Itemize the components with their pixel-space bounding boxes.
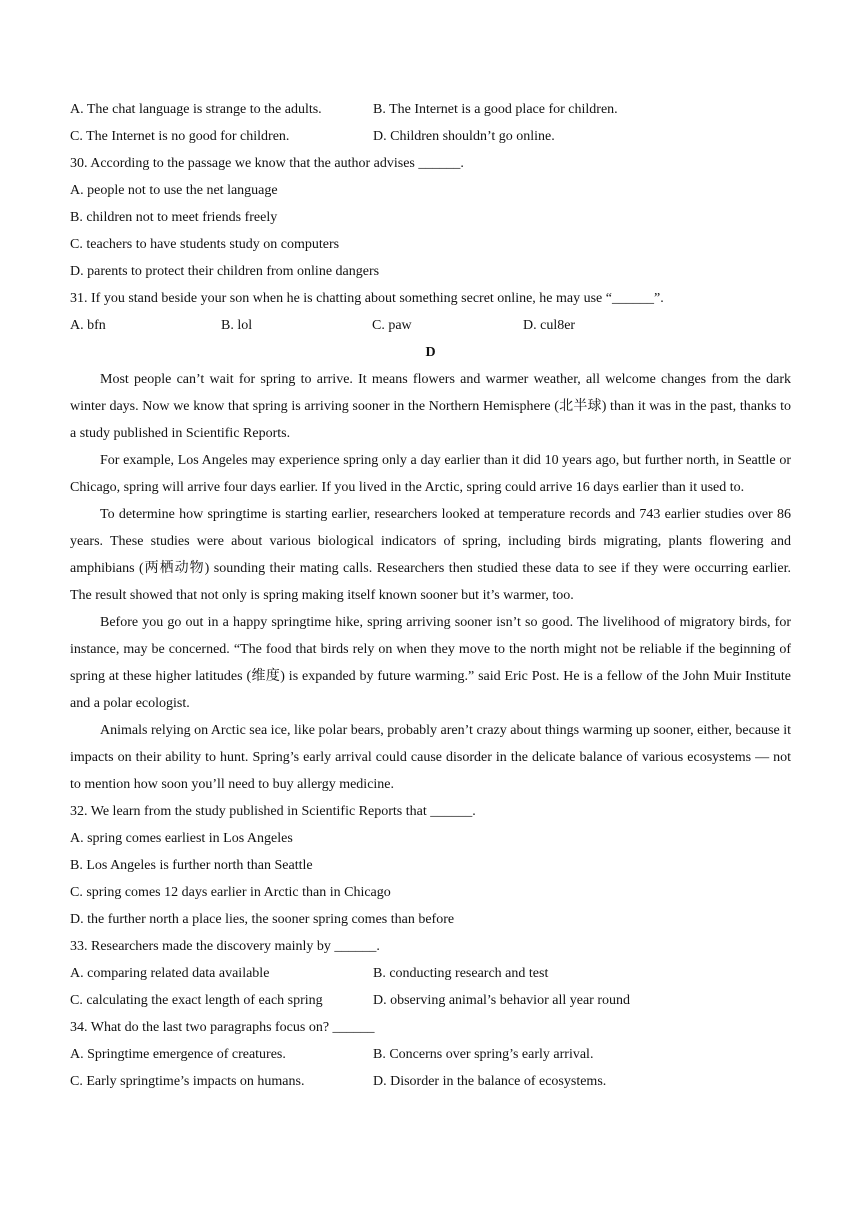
- q34-option-b: B. Concerns over spring’s early arrival.: [373, 1047, 594, 1062]
- q32-option-c: C. spring comes 12 days earlier in Arctic than in Chicago: [70, 885, 391, 900]
- section-title: D: [425, 345, 436, 360]
- q33-option-c: C. calculating the exact length of each spring: [70, 993, 323, 1008]
- q33-option-a: A. comparing related data available: [70, 966, 270, 981]
- passage-paragraph-1: Most people can’t wait for spring to arrive. It means flowers and warmer weather, all welcome changes from the dark winter days. Now we know that spring is arriving sooner in the Northern Hemisphere (北半球) than it was in the past, thanks to a study published in Scientific Reports.: [70, 372, 791, 441]
- q32-option-b: B. Los Angeles is further north than Seattle: [70, 858, 313, 873]
- q29-option-b: B. The Internet is a good place for children.: [373, 102, 618, 117]
- exam-page: [70, 96, 791, 1095]
- q31-option-d: D. cul8er: [523, 318, 576, 333]
- q29-option-a: A. The chat language is strange to the adults.: [70, 102, 322, 117]
- q31-option-b: B. lol: [221, 318, 253, 333]
- q34-options-row1: [70, 1041, 791, 1068]
- q32-option-d: D. the further north a place lies, the sooner spring comes than before: [70, 912, 455, 927]
- q29-option-c: C. The Internet is no good for children.: [70, 129, 290, 144]
- q30-option-a: A. people not to use the net language: [70, 183, 278, 198]
- passage-paragraph-3: To determine how springtime is starting earlier, researchers looked at temperature records and 743 earlier studies over 86 years. These studies were about various biological indicators of spring, including birds migrating, plants flowering and amphibians (两栖动物) sounding their mating calls. Researchers then studied these data to see if they were occurring earlier. The result showed that not only is spring making itself known sooner but it’s warmer, too.: [70, 507, 791, 603]
- q30-stem: 30. According to the passage we know that the author advises ______.: [70, 156, 464, 171]
- q33-option-d: D. observing animal’s behavior all year round: [373, 993, 630, 1008]
- q31-option-c: C. paw: [372, 318, 412, 333]
- q34-stem: 34. What do the last two paragraphs focus on? ______: [70, 1020, 375, 1035]
- reading-passage: [70, 366, 791, 798]
- q30-option-d: D. parents to protect their children from online dangers: [70, 264, 380, 279]
- q34-options-row2: [70, 1068, 791, 1095]
- q31-option-a: A. bfn: [70, 318, 106, 333]
- q32-option-a: A. spring comes earliest in Los Angeles: [70, 831, 293, 846]
- q30-option-b: B. children not to meet friends freely: [70, 210, 278, 225]
- q31-options: [70, 312, 791, 339]
- q31-stem: 31. If you stand beside your son when he is chatting about something secret online, he may use “______”.: [70, 291, 664, 306]
- passage-paragraph-2: For example, Los Angeles may experience spring only a day earlier than it did 10 years ago, but further north, in Seattle or Chicago, spring will arrive four days earlier. If you lived in the Arctic, spring could arrive 16 days earlier than it used to.: [70, 453, 791, 495]
- q33-option-b: B. conducting research and test: [373, 966, 549, 981]
- q29-options-row1: [70, 96, 791, 123]
- q30-option-c: C. teachers to have students study on computers: [70, 237, 340, 252]
- q32-stem: 32. We learn from the study published in Scientific Reports that ______.: [70, 804, 476, 819]
- q29-options-row2: [70, 123, 791, 150]
- passage-paragraph-5: Animals relying on Arctic sea ice, like polar bears, probably aren’t crazy about things warming up sooner, either, because it impacts on their ability to hunt. Spring’s early arrival could cause disorder in the delicate balance of various ecosystems — not to mention how soon you’ll need to buy allergy medicine.: [70, 723, 792, 792]
- q34-option-d: D. Disorder in the balance of ecosystems.: [373, 1074, 607, 1089]
- q33-stem: 33. Researchers made the discovery mainly by ______.: [70, 939, 380, 954]
- q34-option-a: A. Springtime emergence of creatures.: [70, 1047, 286, 1062]
- q33-options-row1: [70, 960, 791, 987]
- q34-option-c: C. Early springtime’s impacts on humans.: [70, 1074, 305, 1089]
- q33-options-row2: [70, 987, 791, 1014]
- q29-option-d: D. Children shouldn’t go online.: [373, 129, 555, 144]
- passage-paragraph-4: Before you go out in a happy springtime hike, spring arriving sooner isn’t so good. The livelihood of migratory birds, for instance, may be concerned. “The food that birds rely on when they move to the north might not be reliable if the beginning of spring at these higher latitudes (维度) is expanded by future warming.” said Eric Post. He is a fellow of the John Muir Institute and a polar ecologist.: [70, 615, 791, 711]
